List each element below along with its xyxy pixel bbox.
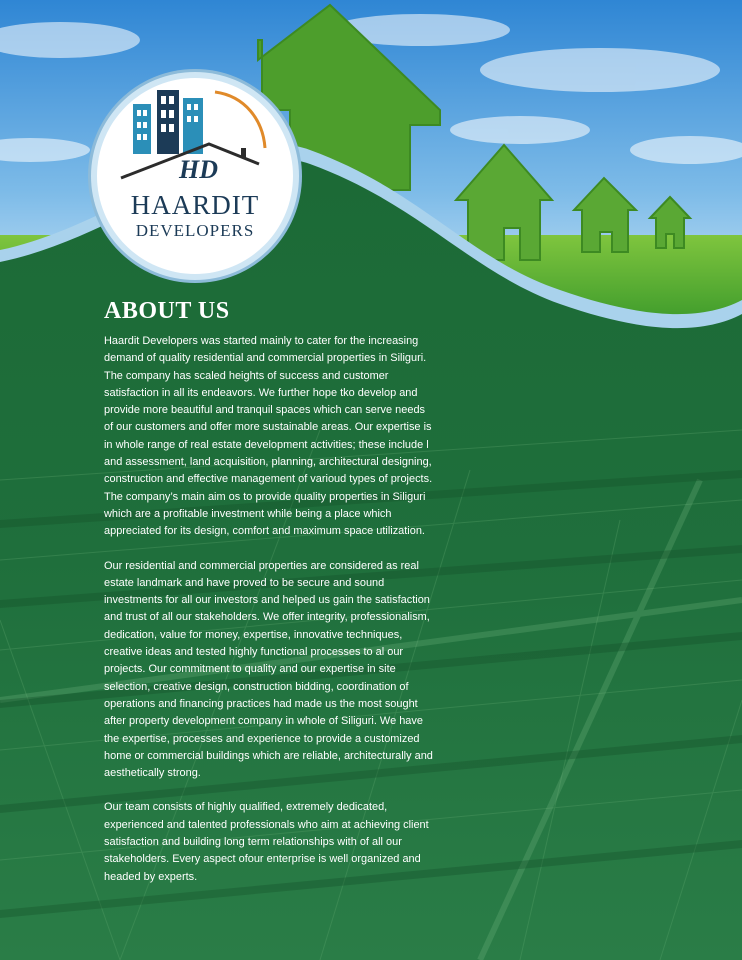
company-logo — [97, 78, 293, 274]
logo-initials: HD — [179, 155, 218, 184]
building-right-icon — [183, 98, 203, 154]
about-title: ABOUT US — [104, 298, 230, 324]
orange-arc-icon — [215, 92, 265, 148]
about-paragraph-3: Our team consists of highly qualified, extremely dedicated, experienced and talented professionals who aim at achieving client satisfaction and building long term relationships with of all our stakeholders. Every aspect ofour enterprise is well organized and headed by experts. — [104, 801, 429, 883]
about-paragraph-1: Haardit Developers was started mainly to cater for the increasing demand of quality residential and commercial properties in Siliguri. The company has scaled heights of success and customer satisfaction in all its endeavors. We further hope tko develop and provide more beautiful and tranquil spaces which can serve needs of our customers and offer more sustainable areas. Our expertise is in whole range of real estate development activities; these include l and assessment, land acquisition, planning, architectural designing, construction and effective management of variou​d types of projects. The company’s main aim os to provide quality properties in Siliguri which are a profitable investment while being a place which appreciated for its design, comfort and maximum space utilization. — [104, 335, 433, 538]
logo-name-line1: HAARDIT — [130, 190, 260, 220]
buildings-logo-icon — [119, 86, 271, 190]
building-center-icon — [157, 90, 179, 154]
logo-name-line2: DEVELOPERS — [135, 221, 255, 240]
about-section — [104, 298, 444, 903]
about-paragraph-2: Our residential and commercial properties are considered as real estate landmark and have proved to be secure and sound investments for all our investors and helped us gain the satisfaction and trust of all our stakeholders. We offer integrity, professionalism, dedication, value for money, expertise, innovative techniques, creative ideas and tested highly functional processes to al our projects. Our commitment to quality and our expertise in site selection, creative design, construction bidding, coordination of operations and financing practices had made us the most sought after property development company in whole of Siliguri. We have the expertise, processes and experience to provide a customized home or commercial buildings which are reliable, architecturally and aesthetically strong. — [104, 559, 433, 780]
building-left-icon — [133, 104, 151, 154]
